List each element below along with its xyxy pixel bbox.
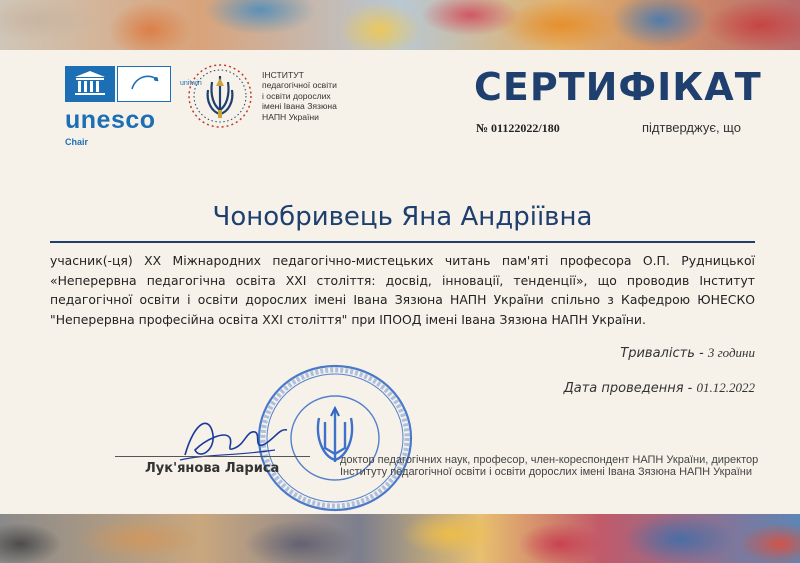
certificate-title: СЕРТИФІКАТ — [474, 65, 762, 109]
date-value: 01.12.2022 — [696, 380, 755, 395]
institute-name-line: і освіти дорослих — [262, 90, 331, 101]
duration — [620, 345, 755, 361]
signature-line — [115, 456, 310, 457]
institute-name-line: педагогічної освіти — [262, 80, 337, 91]
decorative-paint-band-bottom — [0, 514, 800, 563]
certificate-number: № 01122022/180 — [476, 121, 560, 135]
signer-name: Лук'янова Лариса — [145, 461, 280, 476]
unesco-wordmark: unesco — [65, 106, 156, 134]
divider — [50, 241, 755, 243]
decorative-paint-band-top — [0, 0, 800, 50]
confirms-text: підтверджує, що — [642, 120, 741, 135]
unesco-temple-icon — [65, 66, 115, 102]
event-date — [564, 380, 755, 396]
signer-description: доктор педагогічних наук, професор, член-кореспондент НАПН України, директор Інституту педагогічної освіти і освіти дорослих імені Івана Зязюна НАПН України — [340, 454, 759, 479]
certificate-body-text: учасник(-ця) ХХ Міжнародних педагогічно-мистецьких читань пам'яті професора О.П. Рудницької «Неперервна педагогічна освіта ХХІ століття: досвід, інновації, тенденції», що проводив Інститут педагогічної освіти і освіти дорослих імені Івана Зязюна НАПН України спільно з Кафедрою ЮНЕСКО "Неперервна професійна освіта ХХІ століття" при ІПООД імені Івана Зязюна НАПН України. — [50, 253, 755, 327]
institute-name-line: імені Івана Зязюна — [262, 101, 337, 112]
institute-name-line: ІНСТИТУТ — [262, 70, 304, 80]
unesco-logo — [65, 66, 202, 147]
institute-emblem-icon — [186, 62, 254, 130]
unesco-chair-label: Chair — [65, 137, 89, 147]
unitwin-logo — [117, 66, 202, 102]
duration-value: 3 години — [707, 345, 755, 360]
duration-label: Тривалість - — [620, 346, 708, 361]
institute-name-line: НАПН України — [262, 111, 319, 122]
institute-name — [262, 70, 382, 122]
date-label: Дата проведення - — [563, 381, 697, 396]
recipient-name: Чонобривець Яна Андріївна — [212, 202, 593, 232]
unitwin-label: unitwin — [180, 80, 202, 87]
